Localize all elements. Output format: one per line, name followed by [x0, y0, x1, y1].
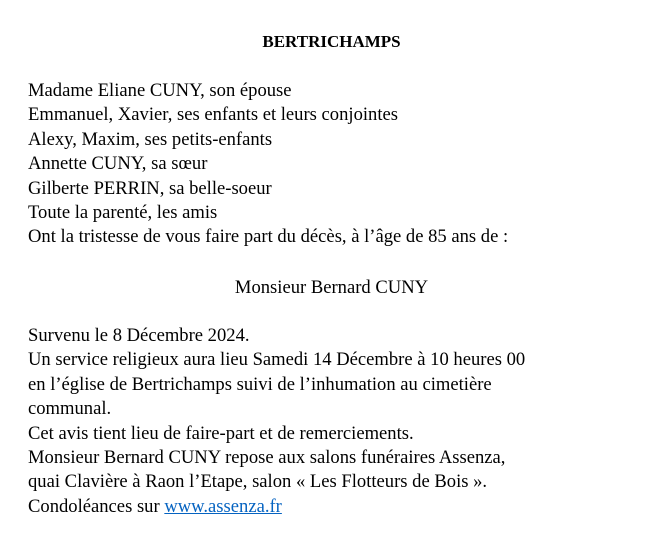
family-line-relatives: Toute la parenté, les amis [28, 201, 218, 223]
funeral-home-line-2: quai Clavière à Raon l’Etape, salon « Les Flotteurs de Bois ». [28, 471, 488, 493]
deceased-name: Monsieur Bernard CUNY [234, 277, 429, 298]
family-line-spouse: Madame Eliane CUNY, son épouse [28, 80, 292, 101]
funeral-home-line-1: Monsieur Bernard CUNY repose aux salons funéraires Assenza, [28, 446, 506, 468]
village-heading: BERTRICHAMPS [262, 32, 401, 51]
assenza-website-link[interactable]: www.assenza.fr [164, 495, 282, 517]
service-line-2: en l’église de Bertrichamps suivi de l’inhumation au cimetière [28, 373, 492, 395]
service-line-1: Un service religieux aura lieu Samedi 14 Décembre à 10 heures 00 [28, 349, 526, 371]
family-line-grandchildren: Alexy, Maxim, ses petits-enfants [28, 128, 273, 150]
family-line-sister-in-law: Gilberte PERRIN, sa belle-soeur [28, 177, 272, 199]
announcement-line: Ont la tristesse de vous faire part du décès, à l’âge de 85 ans de : [28, 226, 509, 248]
family-line-children: Emmanuel, Xavier, ses enfants et leurs conjointes [28, 104, 398, 126]
family-line-sister: Annette CUNY, sa sœur [28, 153, 208, 175]
condolences-prefix: Condoléances sur [28, 495, 165, 517]
thanks-line: Cet avis tient lieu de faire-part et de remerciements. [28, 422, 414, 444]
service-line-3: communal. [28, 398, 112, 420]
date-of-death-line: Survenu le 8 Décembre 2024. [28, 325, 250, 346]
service-details [28, 324, 658, 519]
family-list [28, 79, 658, 250]
condolences-line [28, 495, 658, 519]
